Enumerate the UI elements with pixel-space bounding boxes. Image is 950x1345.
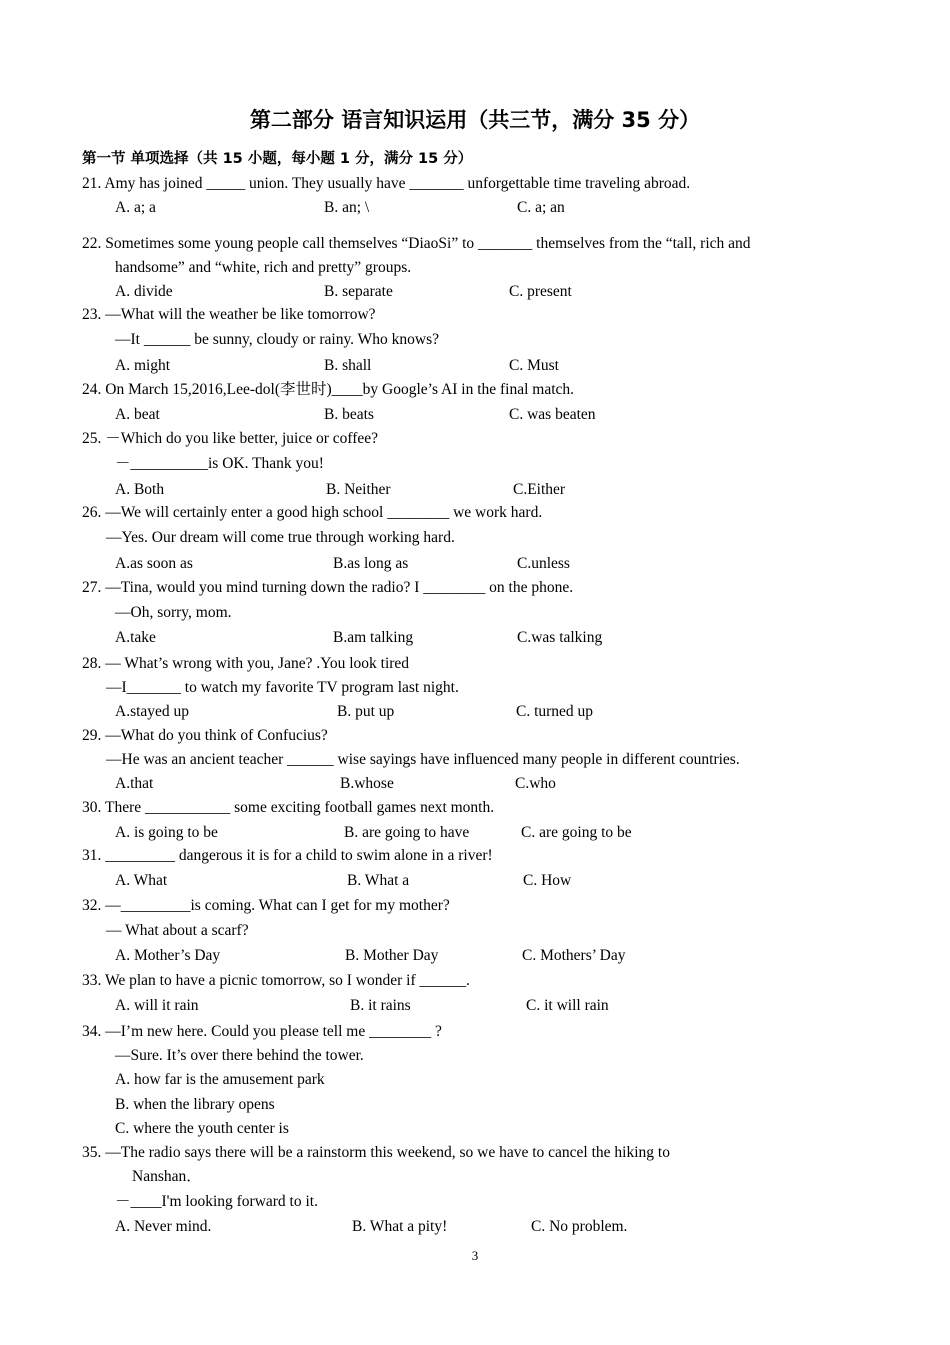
question-33-option-b: B. it rains [350, 997, 411, 1014]
question-22-option-c: C. present [509, 283, 572, 300]
question-23-option-b: B. shall [324, 357, 372, 374]
question-29-stem-line-2: —He was an ancient teacher ______ wise sayings have influenced many people in different countries. [106, 751, 740, 768]
question-21-option-c: C. a; an [517, 199, 565, 216]
question-29-option-b: B.whose [340, 775, 394, 792]
question-22-stem-line-2: handsome” and “white, rich and pretty” groups. [115, 259, 412, 276]
question-27-stem-line-2: —Oh, sorry, mom. [115, 604, 232, 621]
question-34-stem-line-2: —Sure. It’s over there behind the tower. [115, 1047, 364, 1064]
question-29-option-a: A.that [115, 775, 154, 792]
question-31-stem: 31. _________ dangerous it is for a child to swim alone in a river! [82, 847, 493, 864]
page-number: 3 [471, 1248, 479, 1263]
question-28-option-a: A.stayed up [115, 703, 190, 720]
question-26-option-c: C.unless [517, 555, 570, 572]
question-27-stem: 27. —Tina, would you mind turning down the radio? I ________ on the phone. [82, 579, 574, 596]
question-33-option-a: A. will it rain [115, 997, 199, 1014]
question-34-option-c: C. where the youth center is [115, 1120, 289, 1137]
question-21-option-a: A. a; a [115, 199, 156, 216]
question-31-option-b: B. What a [347, 872, 410, 889]
question-29-stem: 29. —What do you think of Confucius? [82, 727, 328, 744]
question-28-stem-line-2: —I_______ to watch my favorite TV program last night. [106, 679, 459, 696]
question-28-option-c: C. turned up [516, 703, 594, 720]
question-22-option-a: A. divide [115, 283, 173, 300]
question-25-option-b: B. Neither [326, 481, 391, 498]
question-26-stem: 26. —We will certainly enter a good high school ________ we work hard. [82, 504, 543, 521]
question-24-option-a: A. beat [115, 406, 160, 423]
section-heading: 第一节 单项选择（共 15 小题，每小题 1 分，满分 15 分） [82, 151, 473, 167]
question-32-stem: 32. —_________is coming. What can I get for my mother? [82, 897, 450, 914]
question-26-stem-line-2: —Yes. Our dream will come true through working hard. [106, 529, 455, 546]
question-30-option-a: A. is going to be [115, 824, 218, 841]
question-21-option-b: B. an; \ [324, 199, 370, 216]
question-24-option-b: B. beats [324, 406, 374, 423]
question-24-option-c: C. was beaten [509, 406, 596, 423]
question-35-option-c: C. No problem. [531, 1218, 628, 1235]
part-title: 第二部分 语言知识运用（共三节，满分 35 分） [249, 108, 701, 132]
question-30-stem: 30. There ___________ some exciting football games next month. [82, 799, 495, 816]
question-26-option-b: B.as long as [333, 555, 409, 572]
question-33-stem: 33. We plan to have a picnic tomorrow, so I wonder if ______. [82, 972, 470, 989]
question-32-option-a: A. Mother’s Day [115, 947, 221, 964]
question-24-stem: 24. On March 15,2016,Lee-dol(李世时)____by Google’s AI in the final match. [82, 381, 575, 398]
question-27-option-b: B.am talking [333, 629, 414, 646]
question-28-stem: 28. — What’s wrong with you, Jane? .You look tired [82, 655, 410, 672]
question-31-option-a: A. What [115, 872, 168, 889]
question-22-option-b: B. separate [324, 283, 393, 300]
question-28-option-b: B. put up [337, 703, 395, 720]
question-30-option-b: B. are going to have [344, 824, 470, 841]
question-31-option-c: C. How [523, 872, 572, 889]
question-32-option-b: B. Mother Day [345, 947, 439, 964]
question-22-stem: 22. Sometimes some young people call themselves “DiaoSi” to _______ themselves from the “tall, rich and [82, 235, 751, 252]
question-35-option-b: B. What a pity! [352, 1218, 448, 1235]
question-32-stem-line-2: — What about a scarf? [106, 922, 249, 939]
question-23-option-a: A. might [115, 357, 171, 374]
question-23-stem-line-2: —It ______ be sunny, cloudy or rainy. Who knows? [115, 331, 440, 348]
question-26-option-a: A.as soon as [115, 555, 193, 572]
question-30-option-c: C. are going to be [521, 824, 632, 841]
question-34-option-a: A. how far is the amusement park [115, 1071, 325, 1088]
question-25-stem-line-2: －__________is OK. Thank you! [115, 455, 324, 472]
question-35-stem: 35. —The radio says there will be a rainstorm this weekend, so we have to cancel the hiking to [82, 1144, 670, 1161]
question-27-option-a: A.take [115, 629, 156, 646]
question-35-stem-line-3: －____I'm looking forward to it. [115, 1193, 318, 1210]
question-33-option-c: C. it will rain [526, 997, 609, 1014]
question-32-option-c: C. Mothers’ Day [522, 947, 626, 964]
question-21-stem: 21. Amy has joined _____ union. They usually have _______ unforgettable time traveling abroad. [82, 175, 691, 192]
question-35-stem-line-2: Nanshan． [132, 1168, 202, 1185]
question-23-stem: 23. —What will the weather be like tomorrow? [82, 306, 376, 323]
question-34-stem: 34. —I’m new here. Could you please tell me ________ ? [82, 1023, 442, 1040]
question-25-stem: 25. －Which do you like better, juice or coffee? [82, 430, 379, 447]
question-25-option-c: C.Either [513, 481, 566, 498]
question-29-option-c: C.who [515, 775, 556, 792]
question-34-option-b: B. when the library opens [115, 1096, 275, 1113]
question-35-option-a: A. Never mind. [115, 1218, 212, 1235]
question-23-option-c: C. Must [509, 357, 559, 374]
question-27-option-c: C.was talking [517, 629, 603, 646]
question-25-option-a: A. Both [115, 481, 165, 498]
